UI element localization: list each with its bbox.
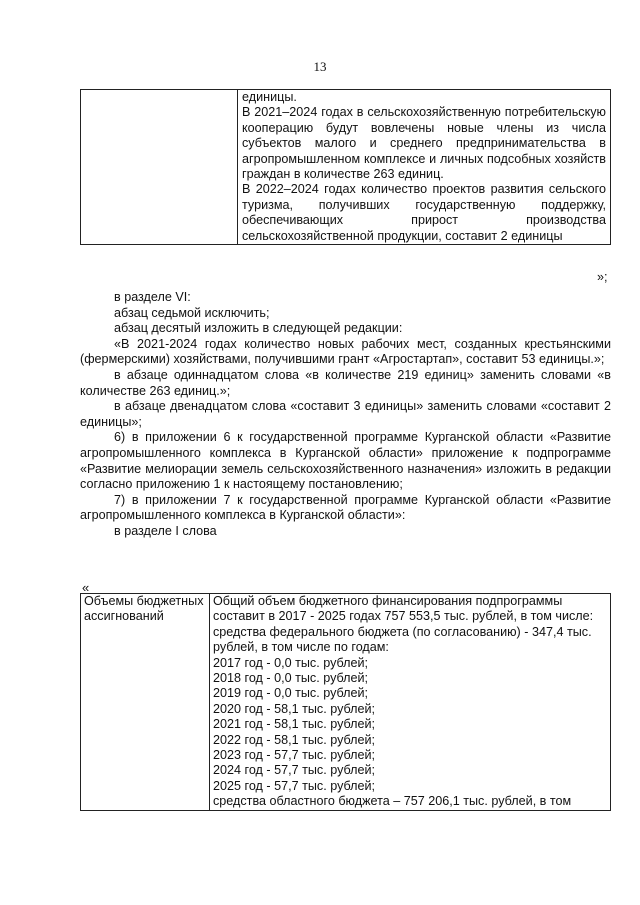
amendment-text <box>80 290 611 540</box>
paragraph: в разделе I слова <box>114 523 217 538</box>
budget-line: 2025 год - 57,7 тыс. рублей; <box>213 778 376 793</box>
page-number: 13 <box>313 59 327 74</box>
closing-quote: »; <box>597 270 608 284</box>
paragraph: 6) в приложении 6 к государственной программе Курганской области «Развитие агропромышленного комплекса в Курганской области» приложение к подпрограмме «Развитие мелиорации земель сельскохозяйственного назначения» изложить в редакции согласно приложению 1 к настоящему постановлению; <box>80 430 611 492</box>
cell-line: единицы. <box>242 90 297 104</box>
continuation-table <box>80 89 611 245</box>
empty-left-cell <box>81 90 238 245</box>
paragraph: 7) в приложении 7 к государственной программе Курганской области «Развитие агропромышленного комплекса в Курганской области»: <box>80 492 611 523</box>
paragraph: «В 2021-2024 годах количество новых рабочих мест, созданных крестьянскими (фермерскими) хозяйствами, получившими грант «Агростартап», составит 53 единицы.»; <box>80 336 611 367</box>
paragraph: абзац седьмой исключить; <box>114 305 270 320</box>
budget-table <box>80 593 611 811</box>
budget-line: 2019 год - 0,0 тыс. рублей; <box>213 686 369 701</box>
budget-line: 2020 год - 58,1 тыс. рублей; <box>213 701 376 716</box>
budget-line: 2021 год - 58,1 тыс. рублей; <box>213 717 376 732</box>
budget-label-cell <box>81 594 210 811</box>
cell-line: В 2022–2024 годах количество проектов развития сельского туризма, получивших государственную поддержку, обеспечивающих прирост производства сельскохозяйственной продукции, составит 2 единицы <box>242 182 606 243</box>
goals-cell <box>238 90 611 245</box>
budget-line: средства областного бюджета – 757 206,1 тыс. рублей, в том <box>213 794 572 809</box>
budget-line: 2022 год - 58,1 тыс. рублей; <box>213 732 376 747</box>
cell-line: В 2021–2024 годах в сельскохозяйственную потребительскую кооперацию будут вовлечены новые члены из числа субъектов малого и среднего предпринимательства в агропромышленном комплексе и личных подсобных хозяйств граждан в количестве 263 единиц. <box>242 105 606 182</box>
paragraph: в разделе VI: <box>114 290 191 304</box>
budget-line: Общий объем бюджетного финансирования подпрограммы составит в 2017 - 2025 годах 757 553,5 тыс. рублей, в том числе: <box>213 594 594 624</box>
budget-line: 2018 год - 0,0 тыс. рублей; <box>213 671 369 686</box>
budget-line: 2017 год - 0,0 тыс. рублей; <box>213 655 369 670</box>
budget-line: 2024 год - 57,7 тыс. рублей; <box>213 763 376 778</box>
budget-value-cell <box>210 594 611 811</box>
budget-line: 2023 год - 57,7 тыс. рублей; <box>213 748 376 763</box>
paragraph: в абзаце одиннадцатом слова «в количестве 219 единиц» заменить словами «в количестве 263 единиц.»; <box>80 367 611 398</box>
opening-quote: « <box>82 580 90 595</box>
budget-line: средства федерального бюджета (по согласованию) - 347,4 тыс. рублей, в том числе по годам: <box>213 624 592 655</box>
paragraph: в абзаце двенадцатом слова «составит 3 единицы» заменить словами «составит 2 единицы»; <box>80 399 611 429</box>
paragraph: абзац десятый изложить в следующей редакции: <box>114 321 403 336</box>
budget-label: Объемы бюджетных ассигнований <box>84 594 204 624</box>
